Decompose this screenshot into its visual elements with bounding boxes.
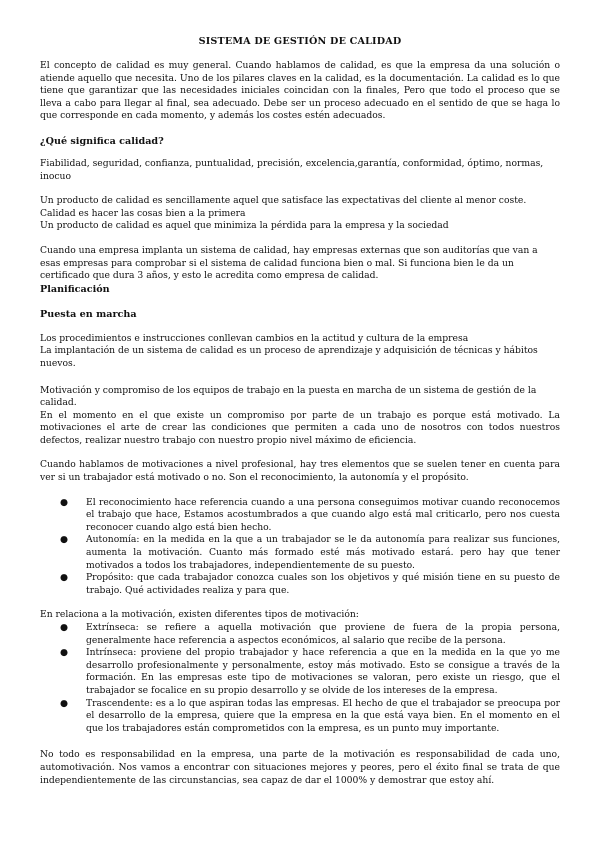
list-item: ● Autonomía: en la medida en la que a un trabajador se le da autonomía para realizar sus funciones, aumenta la motivación. Cuanto más formado esté más motivado estará. pero hay que tener motivados a todos los trabajadores, independientemente de su puesto.	[60, 534, 560, 571]
elementos-list	[40, 497, 560, 598]
heading-que-significa: ¿Qué significa calidad?	[40, 135, 164, 147]
tipos-list	[40, 622, 560, 735]
bullet-icon: ●	[60, 647, 69, 659]
heading-puesta-en-marcha: Puesta en marcha	[40, 308, 137, 320]
conclusion-paragraph: No todo es responsabilidad en la empresa, una parte de la motivación es responsabilidad de cada uno, automotivación. Nos vamos a encontrar con situaciones mejores y peores, pero el éxito final se trata de que independientemente de las circunstancias, sea capaz de dar el 1000% y demostrar que estoy ahí.	[40, 749, 560, 786]
bullet-icon: ●	[60, 622, 69, 633]
list-item: ● Trascendente: es a lo que aspiran todas las empresas. El hecho de que el trabajador se preocupa por el desarrollo de la empresa, quiere que la empresa en la que está vaya bien. En el momento en el que los trabajadores están comprometidos con la empresa, es un punto muy importante.	[60, 697, 560, 734]
list-item: ● Extrínseca: se refiere a aquella motivación que proviene de fuera de la propia persona, generalmente hace referencia a aspectos económicos, al salario que recibe de la persona.	[60, 622, 560, 646]
auditoria-paragraph: Cuando una empresa implanta un sistema de calidad, hay empresas externas que son auditorías que van a esas empresas para comprobar si el sistema de calidad funciona bien o mal. Si funciona bien le da un certificado que dura 3 años, y esto le acredita como empresa de calidad.	[40, 244, 538, 282]
quality-terms-list: Fiabilidad, seguridad, confianza, puntualidad, precisión, excelencia,garantía, conformidad, óptimo, normas, inocuo	[40, 157, 544, 182]
bullet-icon: ●	[60, 496, 69, 508]
motivacion-paragraph: En el momento en el que existe un compromiso por parte de un trabajo es porque está motivado. La motivaciones el arte de crear las condiciones que permiten a cada uno de nosotros con todos nuestros defectos, realizar nuestro trabajo con nuestro propio nivel máximo de eficiencia.	[40, 409, 560, 446]
list-item: ● El reconocimiento hace referencia cuando a una persona conseguimos motivar cuando reconocemos el trabajo que hace, Estamos acostumbrados a que cuando algo está mal criticarlo, pero nos cuesta reconocer cuando algo está bien hecho.	[60, 496, 560, 533]
bullet-icon: ●	[60, 572, 69, 584]
definition-1: Un producto de calidad es sencillamente aquel que satisface las expectativas del cliente al menor coste.	[40, 195, 527, 207]
bullet-icon: ●	[60, 534, 69, 546]
motivacion-heading-line: Motivación y compromiso de los equipos de trabajo en la puesta en marcha de un sistema de gestión de la calidad.	[40, 384, 537, 409]
definition-2: Calidad es hacer las cosas bien a la primera	[40, 207, 246, 219]
document-title: SISTEMA DE GESTIÓN DE CALIDAD	[198, 36, 402, 47]
bullet-icon: ●	[60, 697, 69, 709]
list-item: ● Intrínseca: proviene del propio trabajador y hace referencia a que en la medida en la que yo me desarrollo profesionalmente y personalmente, estoy más motivado. Esto se consigue a través de la formación. En las empresas este tipo de motivaciones se valoran, pero existe un riesgo, que el trabajador se focalice en su propio desarrollo y se olvide de los intereses de la empresa.	[60, 647, 560, 696]
puesta-line-2: La implantación de un sistema de calidad es un proceso de aprendizaje y adquisición de técnicas y hábitos nuevos.	[40, 345, 538, 369]
tipos-intro: En relaciona a la motivación, existen diferentes tipos de motivación:	[40, 609, 359, 621]
intro-paragraph: El concepto de calidad es muy general. Cuando hablamos de calidad, es que la empresa da una solución o atiende aquello que necesita. Uno de los pilares claves en la calidad, es la documentación. La calidad es lo que tiene que garantizar que las necesidades iniciales coincidan con la finales, Pero que todo el proceso que se lleva a cabo para llegar al final, sea adecuado. Debe ser un proceso adecuado en el sentido de que se haga lo que corresponde en cada momento, y además los costes estén adecuados.	[40, 60, 560, 122]
list-item: ● Propósito: que cada trabajador conozca cuales son los objetivos y qué misión tiene en su puesto de trabajo. Qué actividades realiza y para que.	[60, 572, 560, 596]
puesta-line-1: Los procedimientos e instrucciones conllevan cambios en la actitud y cultura de la empresa	[40, 332, 469, 344]
definition-3: Un producto de calidad es aquel que minimiza la pérdida para la empresa y la sociedad	[40, 220, 449, 232]
heading-planificacion: Planificación	[40, 283, 110, 295]
elementos-intro: Cuando hablamos de motivaciones a nivel profesional, hay tres elementos que se suelen tener en cuenta para ver si un trabajador está motivado o no. Son el reconocimiento, la autonomía y el propósito.	[40, 459, 560, 484]
